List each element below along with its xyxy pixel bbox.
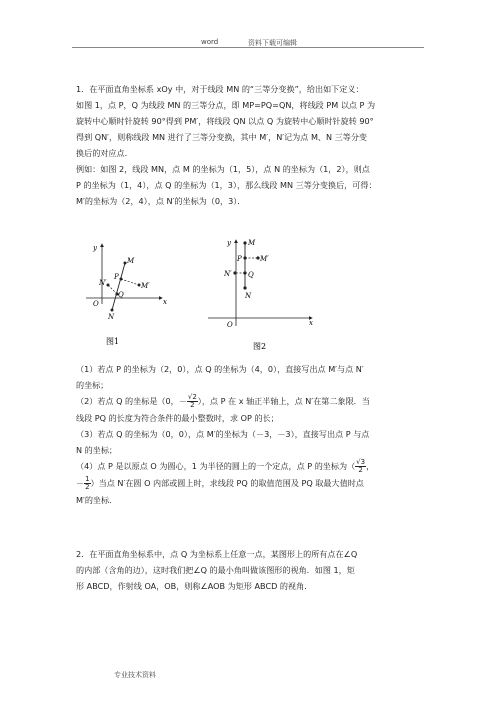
problem2-text bbox=[76, 546, 426, 594]
fig2-point-q bbox=[243, 271, 246, 274]
fig2-label-o: O bbox=[227, 321, 233, 329]
fig2-label-n: N bbox=[245, 292, 252, 300]
fig2-label-m: M bbox=[248, 239, 256, 247]
fig2-label-p: P bbox=[237, 255, 242, 263]
problem1-line: 旋转中心顺时针旋转 90°得到 PM′，将线段 QN 以点 Q 为旋转中心顺时针旋转 90° bbox=[76, 116, 374, 126]
q4-text: ）当点 N′在圆 O 内部或圆上时，求线段 PQ 的取值范围及 PQ 取最大值时点 bbox=[90, 478, 364, 488]
q4-fraction-den: 2 bbox=[358, 466, 363, 474]
problem1-line: 例如：如图 2，线段 MN，点 M 的坐标为（1，5），点 N 的坐标为（1，2），则点 bbox=[76, 164, 370, 174]
q4-line bbox=[76, 458, 426, 475]
fig1-label-m: M bbox=[127, 257, 135, 265]
header-rule bbox=[72, 47, 424, 48]
q4-line: M′的坐标． bbox=[76, 495, 118, 505]
q4-text: （4）点 P 是以原点 O 为圆心，1 为半径的圆上的一个定点，点 P 的坐标为（ bbox=[76, 461, 356, 471]
problem1-line: P 的坐标为（1，4），点 Q 的坐标为（1，3），那么线段 MN 三等分变换后，可得： bbox=[76, 180, 377, 190]
header-left: word bbox=[201, 38, 219, 46]
fig1-segment-mn bbox=[112, 263, 125, 310]
q2-text: ），点 P 在 x 轴正半轴上，点 N′在第二象限．当 bbox=[197, 396, 370, 406]
q3-line: N 的坐标； bbox=[76, 445, 118, 455]
q4-text: － bbox=[76, 478, 85, 488]
problem1-line: M′的坐标为（2，4），点 N′的坐标为（0，3）． bbox=[76, 196, 246, 206]
fig2-point-n-prime bbox=[233, 271, 236, 274]
fig2-point-m bbox=[243, 241, 246, 244]
problem1-line: 如图 1，点 P，Q 为线段 MN 的三等分点，即 MP=PQ=QN，将线段 PM 以点 P 为 bbox=[76, 100, 376, 110]
q4-text: ， bbox=[366, 461, 375, 471]
fig1-segment-qn-prime bbox=[108, 285, 117, 294]
q2-fraction-den: 2 bbox=[190, 401, 195, 409]
problem2-line: 2．在平面直角坐标系中，点 Q 为坐标系上任意一点，某图形上的所有点在∠Q bbox=[76, 549, 358, 559]
figure-1 bbox=[84, 238, 174, 350]
fig2-point-p bbox=[243, 256, 246, 259]
problem2-line: 的内部（含角的边），这时我们把∠Q 的最小角叫做该图形的视角．如图 1，矩 bbox=[76, 565, 355, 575]
fig1-label-q: Q bbox=[118, 291, 124, 299]
q2-fraction bbox=[187, 394, 198, 409]
q2-text: （2）若点 Q 的坐标是（0，－ bbox=[76, 396, 187, 406]
fig1-segment-pm-prime bbox=[121, 279, 139, 285]
fig1-label-y: y bbox=[93, 244, 97, 252]
header-right: 资料下载可编辑 bbox=[248, 39, 297, 47]
fig1-point-n-prime bbox=[107, 284, 110, 287]
fig2-label-m-prime: M′ bbox=[260, 255, 269, 263]
problem2-line: 形 ABCD，作射线 OA，OB，则称∠AOB 为矩形 ABCD 的视角． bbox=[76, 581, 313, 591]
fig2-label-n-prime: N′ bbox=[224, 270, 232, 278]
q4-fraction-num: 1 bbox=[85, 475, 90, 483]
problem1-line: 1．在平面直角坐标系 xOy 中，对于线段 MN 的“三等分变换”，给出如下定义： bbox=[76, 84, 364, 94]
q2-line: 线段 PQ 的长度为符合条件的最小整数时，求 OP 的长； bbox=[76, 413, 279, 423]
fig2-label-y: y bbox=[227, 239, 231, 247]
fig1-label-n: N bbox=[108, 313, 115, 321]
problem1-line: 换后的对应点． bbox=[76, 148, 133, 158]
fig2-label-x: x bbox=[309, 319, 313, 327]
fig1-label-p: P bbox=[114, 273, 119, 281]
fig1-label-x: x bbox=[163, 298, 167, 306]
footer: 专业技术资料 bbox=[114, 671, 156, 679]
q3-line: （3）若点 Q 的坐标为（0，0），点 M′的坐标为（－3，－3），直接写出点 P 与点 bbox=[76, 429, 370, 439]
fig1-label-n-prime: N′ bbox=[99, 279, 107, 287]
q2-fraction-num: √2 bbox=[187, 393, 197, 401]
problem1-line: 得到 QN′，则称线段 MN 进行了三等分变换，其中 M′，N′记为点 M、N 三等分变 bbox=[76, 132, 368, 142]
questions bbox=[76, 361, 426, 508]
fig1-label-m-prime: M′ bbox=[141, 282, 150, 290]
q2-line bbox=[76, 393, 426, 410]
fig1-point-n bbox=[111, 309, 114, 312]
q4-line bbox=[76, 475, 426, 492]
q1-line: （1）若点 P 的坐标为（2，0），点 Q 的坐标为（4，0），直接写出点 M′与点 N′ bbox=[76, 364, 364, 374]
figure-2 bbox=[208, 236, 318, 352]
q4-fraction-num: √3 bbox=[356, 458, 366, 466]
problem1-text bbox=[76, 81, 426, 209]
fig2-caption: 图2 bbox=[253, 342, 267, 351]
fig1-point-p bbox=[120, 278, 123, 281]
fig1-caption: 图1 bbox=[106, 337, 120, 346]
q4-fraction bbox=[355, 459, 366, 474]
fig2-label-q: Q bbox=[248, 271, 254, 279]
fig1-label-o: O bbox=[93, 300, 99, 308]
fig2-point-n bbox=[243, 286, 246, 289]
q1-line: 的坐标； bbox=[76, 380, 109, 390]
q4-fraction-den: 2 bbox=[85, 483, 90, 491]
